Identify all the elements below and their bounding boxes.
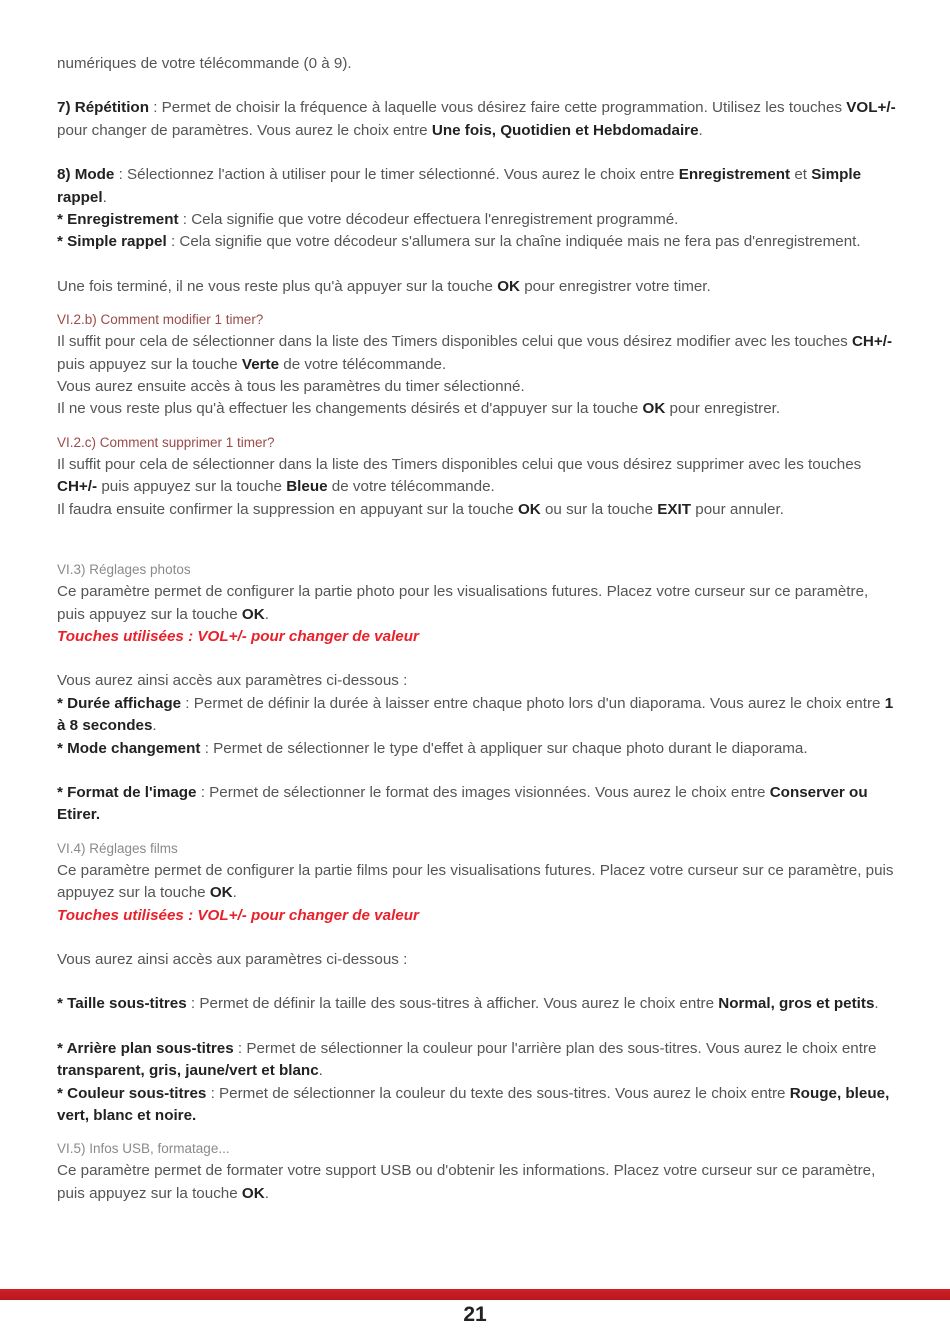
item-couleur-sous-titres: * Couleur sous-titres : Permet de sélectionner la couleur du texte des sous-titres. Vous aurez le choix entre Rouge, bleue, vert, blanc et noire. [57, 1084, 890, 1124]
keys-note-film: Touches utilisées : VOL+/- pour changer de valeur [57, 906, 419, 924]
paragraph-modify-timer: Il suffit pour cela de sélectionner dans la liste des Timers disponibles celui que vous désirez modifier avec les touches CH+/- puis appuyez sur la touche Verte de votre télécommande. [57, 333, 893, 373]
page-content [57, 53, 897, 1205]
paragraph-photo-settings: Ce paramètre permet de configurer la partie photo pour les visualisations futures. Placez votre curseur sur ce paramètre, puis appuyez sur la touche OK. [57, 583, 869, 623]
footer-bar [0, 1289, 950, 1300]
heading-modify-timer: VI.2.b) Comment modifier 1 timer? [57, 312, 264, 328]
item-simple-rappel: * Simple rappel : Cela signifie que votre décodeur s'allumera sur la chaîne indiquée mais ne fera pas d'enregistrement. [57, 233, 861, 251]
paragraph-modify-access: Vous aurez ensuite accès à tous les paramètres du timer sélectionné. [57, 378, 525, 396]
item-taille-sous-titres: * Taille sous-titres : Permet de définir la taille des sous-titres à afficher. Vous aurez le choix entre Normal, gros et petits. [57, 995, 879, 1013]
paragraph-intro: numériques de votre télécommande (0 à 9). [57, 55, 352, 72]
paragraph-mode: 8) Mode : Sélectionnez l'action à utiliser pour le timer sélectionné. Vous aurez le choix entre Enregistrement et Simple rappel. [57, 166, 862, 206]
paragraph-modify-save: Il ne vous reste plus qu'à effectuer les changements désirés et d'appuyer sur la touche OK pour enregistrer. [57, 400, 781, 418]
item-mode-changement: * Mode changement : Permet de sélectionner le type d'effet à appliquer sur chaque photo durant le diaporama. [57, 739, 808, 757]
heading-film-settings: VI.4) Réglages films [57, 840, 178, 856]
item-duree-affichage: * Durée affichage : Permet de définir la durée à laisser entre chaque photo lors d'un diaporama. Vous aurez le choix entre 1 à 8 secondes. [57, 694, 894, 735]
item-format-image: * Format de l'image : Permet de sélectionner le format des images visionnées. Vous aurez le choix entre Conserver ou Etirer. [57, 783, 868, 824]
paragraph-delete-timer: Il suffit pour cela de sélectionner dans la liste des Timers disponibles celui que vous désirez supprimer avec les touches CH+/- puis appuyez sur la touche Bleue de votre télécommande. [57, 455, 862, 496]
paragraph-film-settings: Ce paramètre permet de configurer la partie films pour les visualisations futures. Placez votre curseur sur ce paramètre, puis appuyez sur la touche OK. [57, 861, 894, 902]
heading-photo-settings: VI.3) Réglages photos [57, 562, 191, 578]
paragraph-repetition: 7) Répétition : Permet de choisir la fréquence à laquelle vous désirez faire cette programmation. Utilisez les touches VOL+/- pour changer de paramètres. Vous aurez le choix entre Une fois, Quotidien et Hebdomadaire. [57, 99, 896, 139]
paragraph-usb-info: Ce paramètre permet de formater votre support USB ou d'obtenir les informations. Placez votre curseur sur ce paramètre, puis appuyez sur la touche OK. [57, 1162, 876, 1202]
heading-usb-info: VI.5) Infos USB, formatage... [57, 1141, 230, 1157]
heading-delete-timer: VI.2.c) Comment supprimer 1 timer? [57, 434, 275, 450]
keys-note-photo: Touches utilisées : VOL+/- pour changer de valeur [57, 627, 419, 645]
paragraph-photo-intro: Vous aurez ainsi accès aux paramètres ci-dessous : [57, 672, 408, 690]
paragraph-film-intro: Vous aurez ainsi accès aux paramètres ci-dessous : [57, 950, 408, 968]
paragraph-finish: Une fois terminé, il ne vous reste plus qu'à appuyer sur la touche OK pour enregistrer votre timer. [57, 277, 711, 295]
item-enregistrement: * Enregistrement : Cela signifie que votre décodeur effectuera l'enregistrement programmé. [57, 211, 679, 229]
paragraph-delete-confirm: Il faudra ensuite confirmer la suppression en appuyant sur la touche OK ou sur la touche EXIT pour annuler. [57, 500, 784, 518]
item-arriere-plan-sous-titres: * Arrière plan sous-titres : Permet de sélectionner la couleur pour l'arrière plan des sous-titres. Vous aurez le choix entre transparent, gris, jaune/vert et blanc. [57, 1039, 877, 1080]
page-number: 21 [463, 1303, 487, 1326]
